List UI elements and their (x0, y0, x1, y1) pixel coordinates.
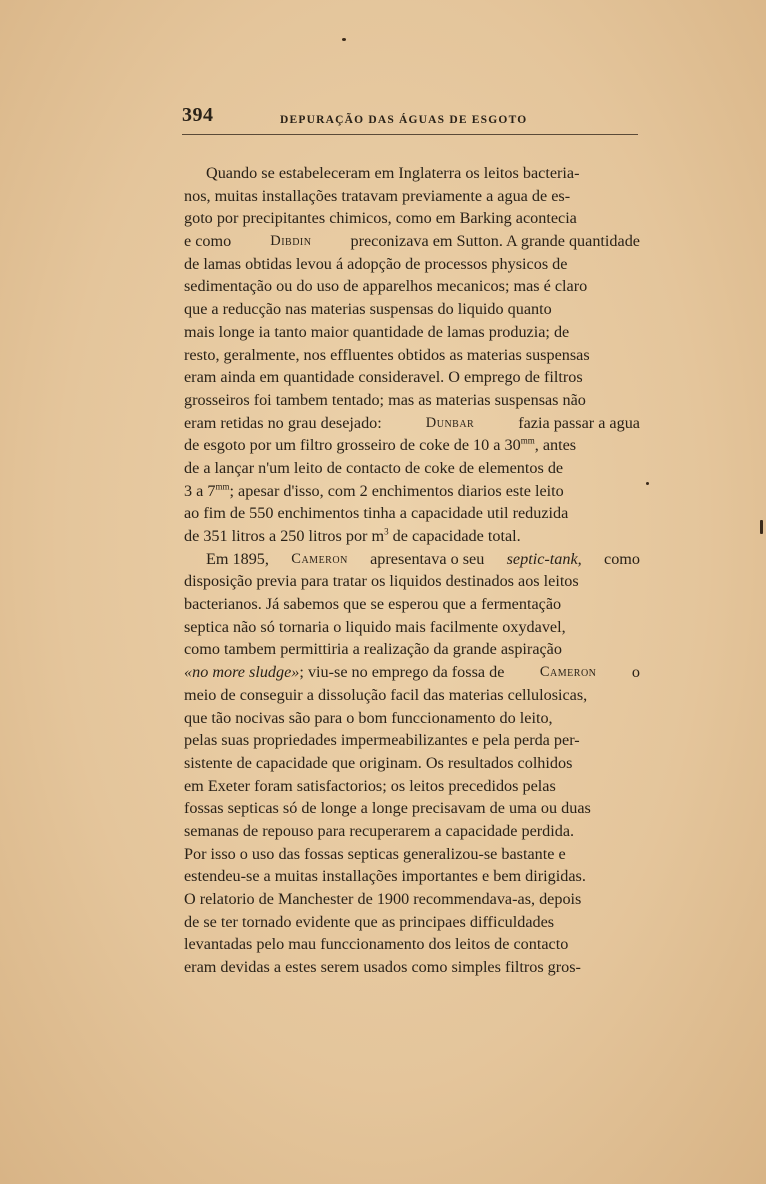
text-span: meio de conseguir a dissolução facil das materias cellulosicas, (184, 685, 588, 704)
text-span (184, 480, 564, 503)
text-span: eram devidas a estes serem usados como simples filtros gros- (184, 958, 581, 977)
text-span: eram ainda em quantidade consideravel. O emprego de filtros (184, 368, 583, 387)
paper-speck (760, 520, 763, 534)
text-line (184, 412, 640, 435)
text-span: , antes (534, 436, 577, 455)
text-span: Em 1895, (206, 549, 269, 568)
text-span: mais longe ia tanto maior quantidade de lamas produzia; de (184, 322, 570, 341)
text-span: preconizava em Sutton. A grande quantidade (350, 232, 640, 251)
superscript: 3 (384, 526, 389, 537)
author-name: Dibdin (270, 233, 312, 250)
text-span: de a lançar n'um leito de contacto de coke de elementos de (184, 458, 564, 477)
text-span: que tão nocivas são para o bom funccionamento do leito, (184, 708, 553, 727)
author-name: Dunbar (425, 414, 475, 431)
paper-speck (646, 482, 649, 485)
text-span: Quando se estabeleceram em Inglaterra os leitos bacteria- (206, 164, 580, 182)
text-line (184, 775, 640, 798)
text-line (184, 185, 640, 208)
text-line (184, 230, 640, 253)
text-line (184, 525, 640, 548)
text-line (184, 366, 640, 389)
text-span: de lamas obtidas levou á adopção de processos physicos de (184, 254, 568, 273)
text-span: sedimentação ou do uso de apparelhos mecanicos; mas é claro (184, 277, 588, 296)
text-line (184, 570, 640, 593)
text-span: de esgoto por um filtro grosseiro de coke de 10 a 30 (184, 436, 521, 455)
text-span: em Exeter foram satisfactorios; os leitos precedidos pelas (184, 776, 556, 795)
text-line (184, 275, 640, 298)
page-number: 394 (182, 104, 214, 126)
paper-speck (342, 38, 346, 41)
text-line (184, 933, 640, 956)
text-span: resto, geralmente, nos effluentes obtidos as materias suspensas (184, 345, 590, 364)
text-line (184, 661, 640, 684)
text-line (184, 480, 640, 503)
text-span: de se ter tornado evidente que as principaes difficuldades (184, 912, 555, 931)
author-name: Cameron (291, 550, 348, 567)
text-line (184, 638, 640, 661)
text-span: como tambem permittiria a realização da grande aspiração (184, 640, 562, 659)
text-span (184, 661, 504, 684)
text-span: sistente de capacidade que originam. Os resultados colhidos (184, 753, 573, 772)
text-span: apresentava o seu (370, 549, 485, 568)
text-line (184, 729, 640, 752)
text-line (184, 865, 640, 888)
text-span: nos, muitas installações tratavam previamente a agua de es- (184, 186, 571, 205)
text-line (184, 797, 640, 820)
text-line (184, 548, 640, 571)
text-line (184, 321, 640, 344)
running-title: DEPURAÇÃO DAS ÁGUAS DE ESGOTO (280, 114, 528, 126)
text-span: fazia passar a agua (518, 413, 640, 432)
text-line (184, 344, 640, 367)
text-line (184, 434, 640, 457)
text-line (184, 616, 640, 639)
text-span: bacterianos. Já sabemos que se esperou que a fermentação (184, 595, 562, 614)
author-name: Cameron (539, 664, 597, 681)
text-span: que a reducção nas materias suspensas do liquido quanto (184, 300, 552, 319)
paragraph (184, 162, 640, 548)
text-span: ao fim de 550 enchimentos tinha a capacidade util reduzida (184, 504, 569, 523)
text-span: septica não só tornaria o liquido mais facilmente oxydavel, (184, 617, 566, 636)
text-span: ; apesar d'isso, com 2 enchimentos diarios este leito (229, 481, 564, 500)
text-span: levantadas pelo mau funccionamento dos leitos de contacto (184, 935, 569, 954)
text-line (184, 207, 640, 230)
text-span: grosseiros foi tambem tentado; mas as materias suspensas não (184, 390, 586, 409)
text-span: 3 a 7 (184, 481, 216, 500)
text-line (184, 253, 640, 276)
text-span: estendeu-se a muitas installações importantes e bem dirigidas. (184, 867, 586, 886)
text-line (184, 911, 640, 934)
text-line (184, 162, 640, 185)
text-line (184, 707, 640, 730)
text-line (184, 502, 640, 525)
text-span: como (604, 549, 640, 568)
text-line (184, 389, 640, 412)
text-span: O relatorio de Manchester de 1900 recommendava-as, depois (184, 890, 582, 908)
italic-term: «no more sludge» (184, 663, 300, 682)
text-line (184, 684, 640, 707)
text-line (184, 956, 640, 979)
text-span: de capacidade total. (388, 527, 521, 545)
text-span: fossas septicas só de longe a longe precisavam de uma ou duas (184, 799, 591, 818)
text-line (184, 843, 640, 866)
italic-term: septic-tank, (506, 549, 582, 568)
text-span (184, 525, 521, 548)
text-span (184, 434, 576, 457)
text-span: semanas de repouso para recuperarem a capacidade perdida. (184, 821, 575, 840)
text-span: o (631, 663, 640, 682)
text-span: goto por precipitantes chimicos, como em Barking acontecia (184, 209, 577, 228)
text-span: ; viu-se no emprego da fossa de (299, 663, 505, 682)
page-header (182, 104, 638, 135)
text-line (184, 820, 640, 843)
text-line (184, 888, 640, 911)
paragraph (184, 548, 640, 979)
text-line (184, 593, 640, 616)
text-line (184, 298, 640, 321)
text-span: pelas suas propriedades impermeabilizantes e pela perda per- (184, 731, 580, 750)
text-line (184, 457, 640, 480)
text-span: disposição previa para tratar os liquidos destinados aos leitos (184, 572, 579, 591)
text-line (184, 752, 640, 775)
text-span: Por isso o uso das fossas septicas generalizou-se bastante e (184, 844, 566, 863)
superscript: mm (520, 435, 535, 446)
body-text (184, 162, 640, 979)
text-span: eram retidas no grau desejado: (184, 413, 382, 432)
superscript: mm (215, 481, 230, 492)
text-span: e como (184, 232, 232, 251)
text-span: de 351 litros a 250 litros por m (184, 527, 385, 545)
